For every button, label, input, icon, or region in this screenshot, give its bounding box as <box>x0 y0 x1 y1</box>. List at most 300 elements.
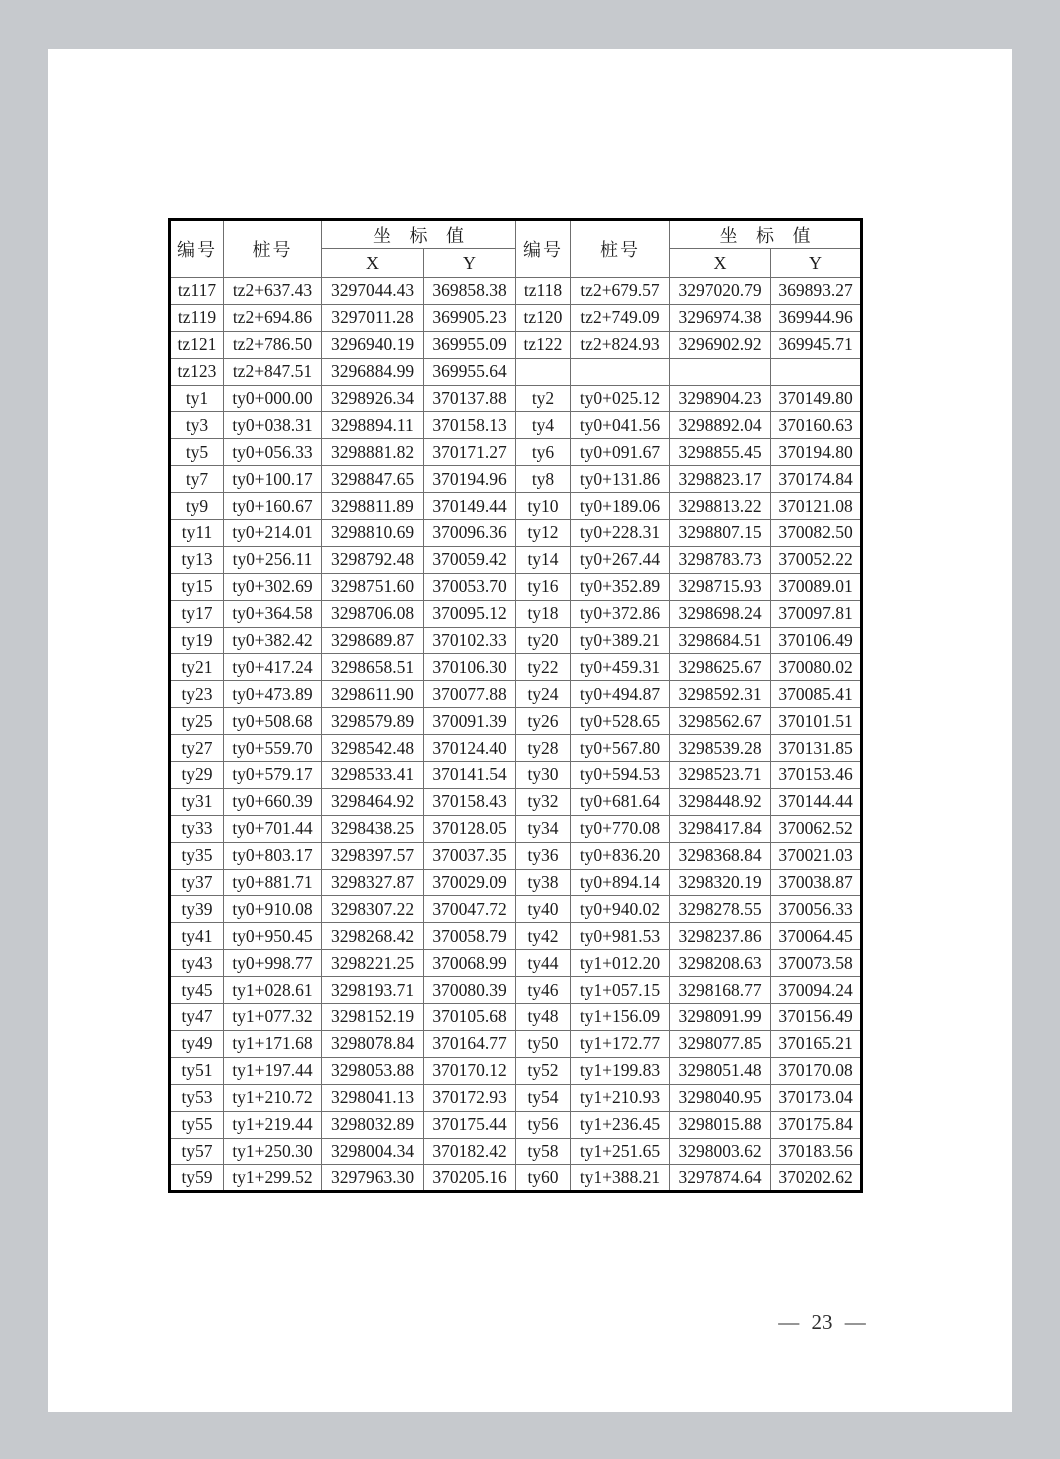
cell-station: ty0+559.70 <box>224 735 322 762</box>
cell-id: ty9 <box>170 493 224 520</box>
cell-station: ty1+251.65 <box>571 1138 670 1165</box>
cell-id: ty33 <box>170 815 224 842</box>
cell-id: ty58 <box>516 1138 571 1165</box>
table-row <box>170 546 862 573</box>
cell-id: ty27 <box>170 735 224 762</box>
cell-station: ty0+256.11 <box>224 546 322 573</box>
table-row <box>170 1030 862 1057</box>
cell-x: 3298091.99 <box>670 1004 771 1031</box>
table-row <box>170 493 862 520</box>
cell-station: ty0+770.08 <box>571 815 670 842</box>
cell-y: 370073.58 <box>771 950 862 977</box>
header-coord-group-right: 坐 标 值 <box>670 220 862 249</box>
cell-y: 370047.72 <box>424 896 516 923</box>
cell-y: 370158.43 <box>424 788 516 815</box>
cell-id: ty22 <box>516 654 571 681</box>
cell-y: 369905.23 <box>424 304 516 331</box>
cell-x: 3298078.84 <box>322 1030 424 1057</box>
cell-x: 3297963.30 <box>322 1165 424 1192</box>
cell-y: 370173.04 <box>771 1084 862 1111</box>
cell-x: 3298542.48 <box>322 735 424 762</box>
cell-station: ty0+681.64 <box>571 788 670 815</box>
cell-y: 369955.64 <box>424 358 516 385</box>
cell-id: ty41 <box>170 923 224 950</box>
cell-id: ty23 <box>170 681 224 708</box>
cell-id: tz117 <box>170 278 224 305</box>
cell-station: ty0+000.00 <box>224 385 322 412</box>
cell-x: 3298003.62 <box>670 1138 771 1165</box>
cell-y: 370149.44 <box>424 493 516 520</box>
cell-y: 370037.35 <box>424 842 516 869</box>
cell-id: tz119 <box>170 304 224 331</box>
cell-x: 3298221.25 <box>322 950 424 977</box>
cell-station: ty0+056.33 <box>224 439 322 466</box>
cell-id: ty57 <box>170 1138 224 1165</box>
table-row <box>170 466 862 493</box>
cell-y: 370174.84 <box>771 466 862 493</box>
cell-x: 3296884.99 <box>322 358 424 385</box>
cell-x: 3297044.43 <box>322 278 424 305</box>
cell-id: ty31 <box>170 788 224 815</box>
cell-y: 370170.08 <box>771 1057 862 1084</box>
cell-station: ty0+701.44 <box>224 815 322 842</box>
cell-y: 370137.88 <box>424 385 516 412</box>
cell-y: 370089.01 <box>771 573 862 600</box>
cell-x: 3298032.89 <box>322 1111 424 1138</box>
cell-y: 370156.49 <box>771 1004 862 1031</box>
cell-x: 3298592.31 <box>670 681 771 708</box>
cell-y: 369944.96 <box>771 304 862 331</box>
cell-id: ty13 <box>170 546 224 573</box>
cell-station: ty0+998.77 <box>224 950 322 977</box>
cell-station: ty0+894.14 <box>571 869 670 896</box>
cell-y: 370194.80 <box>771 439 862 466</box>
cell-id: ty12 <box>516 520 571 547</box>
table-row <box>170 600 862 627</box>
cell-station: ty0+267.44 <box>571 546 670 573</box>
cell-station: ty0+508.68 <box>224 708 322 735</box>
cell-x: 3298004.34 <box>322 1138 424 1165</box>
cell-y: 370131.85 <box>771 735 862 762</box>
cell-station: ty0+528.65 <box>571 708 670 735</box>
header-id-right: 编号 <box>516 220 571 278</box>
header-y-right: Y <box>771 249 862 278</box>
cell-station: ty1+210.72 <box>224 1084 322 1111</box>
cell-id: ty6 <box>516 439 571 466</box>
cell-id: ty8 <box>516 466 571 493</box>
cell-y: 370128.05 <box>424 815 516 842</box>
cell-id: ty29 <box>170 762 224 789</box>
cell-x: 3298751.60 <box>322 573 424 600</box>
cell-id: ty2 <box>516 385 571 412</box>
table-body <box>170 278 862 1192</box>
cell-station: ty1+172.77 <box>571 1030 670 1057</box>
cell-y: 370153.46 <box>771 762 862 789</box>
cell-id: ty25 <box>170 708 224 735</box>
cell-y: 370141.54 <box>424 762 516 789</box>
cell-y: 370053.70 <box>424 573 516 600</box>
cell-y: 370085.41 <box>771 681 862 708</box>
cell-station: ty0+940.02 <box>571 896 670 923</box>
cell-x: 3298168.77 <box>670 977 771 1004</box>
cell-station: ty0+389.21 <box>571 627 670 654</box>
cell-id: tz123 <box>170 358 224 385</box>
cell-id: tz121 <box>170 331 224 358</box>
cell-id: ty38 <box>516 869 571 896</box>
cell-station: ty0+459.31 <box>571 654 670 681</box>
cell-id: ty15 <box>170 573 224 600</box>
cell-x: 3298881.82 <box>322 439 424 466</box>
cell-id: ty56 <box>516 1111 571 1138</box>
cell-y: 370097.81 <box>771 600 862 627</box>
cell-id: ty24 <box>516 681 571 708</box>
cell-x: 3298813.22 <box>670 493 771 520</box>
cell-station: ty0+352.89 <box>571 573 670 600</box>
cell-y: 370095.12 <box>424 600 516 627</box>
cell-station: ty1+250.30 <box>224 1138 322 1165</box>
cell-station: ty0+038.31 <box>224 412 322 439</box>
cell-station: ty0+372.86 <box>571 600 670 627</box>
cell-y: 370183.56 <box>771 1138 862 1165</box>
cell-x: 3298320.19 <box>670 869 771 896</box>
cell-id: ty47 <box>170 1004 224 1031</box>
header-station-right: 桩号 <box>571 220 670 278</box>
cell-station: tz2+847.51 <box>224 358 322 385</box>
cell-station: ty0+881.71 <box>224 869 322 896</box>
cell-y: 370182.42 <box>424 1138 516 1165</box>
table-row <box>170 1138 862 1165</box>
cell-y: 370205.16 <box>424 1165 516 1192</box>
cell-id: ty45 <box>170 977 224 1004</box>
cell-x: 3298327.87 <box>322 869 424 896</box>
cell-id: ty30 <box>516 762 571 789</box>
cell-station: ty1+210.93 <box>571 1084 670 1111</box>
cell-id: ty43 <box>170 950 224 977</box>
cell-id: ty52 <box>516 1057 571 1084</box>
cell-x: 3298077.85 <box>670 1030 771 1057</box>
table-row <box>170 331 862 358</box>
cell-y <box>771 358 862 385</box>
cell-y: 370172.93 <box>424 1084 516 1111</box>
cell-x: 3298706.08 <box>322 600 424 627</box>
cell-y: 369945.71 <box>771 331 862 358</box>
cell-station: ty0+417.24 <box>224 654 322 681</box>
cell-y: 370160.63 <box>771 412 862 439</box>
cell-id: ty4 <box>516 412 571 439</box>
cell-x: 3298715.93 <box>670 573 771 600</box>
cell-y: 370194.96 <box>424 466 516 493</box>
table-row <box>170 1084 862 1111</box>
table-row <box>170 869 862 896</box>
cell-station: tz2+786.50 <box>224 331 322 358</box>
cell-id: ty54 <box>516 1084 571 1111</box>
cell-x: 3297011.28 <box>322 304 424 331</box>
table-row <box>170 950 862 977</box>
cell-station: ty1+156.09 <box>571 1004 670 1031</box>
cell-y: 370094.24 <box>771 977 862 1004</box>
cell-id <box>516 358 571 385</box>
cell-y: 370105.68 <box>424 1004 516 1031</box>
cell-station: ty0+950.45 <box>224 923 322 950</box>
cell-y: 370064.45 <box>771 923 862 950</box>
cell-id: ty37 <box>170 869 224 896</box>
cell-y: 370106.30 <box>424 654 516 681</box>
cell-y: 370144.44 <box>771 788 862 815</box>
cell-id: ty34 <box>516 815 571 842</box>
cell-id: ty32 <box>516 788 571 815</box>
cell-station: tz2+679.57 <box>571 278 670 305</box>
table-row <box>170 681 862 708</box>
cell-station: ty0+579.17 <box>224 762 322 789</box>
cell-x: 3298792.48 <box>322 546 424 573</box>
cell-x: 3298237.86 <box>670 923 771 950</box>
cell-x: 3298397.57 <box>322 842 424 869</box>
header-coord-group-left: 坐 标 值 <box>322 220 516 249</box>
table-row <box>170 762 862 789</box>
cell-y: 370175.84 <box>771 1111 862 1138</box>
cell-y: 370029.09 <box>424 869 516 896</box>
cell-station: tz2+637.43 <box>224 278 322 305</box>
cell-id: ty53 <box>170 1084 224 1111</box>
cell-y: 370102.33 <box>424 627 516 654</box>
cell-y: 370101.51 <box>771 708 862 735</box>
cell-x: 3298464.92 <box>322 788 424 815</box>
cell-y: 370068.99 <box>424 950 516 977</box>
cell-x: 3298823.17 <box>670 466 771 493</box>
cell-station: ty1+236.45 <box>571 1111 670 1138</box>
cell-x: 3298051.48 <box>670 1057 771 1084</box>
cell-station: ty0+803.17 <box>224 842 322 869</box>
cell-station: ty1+028.61 <box>224 977 322 1004</box>
cell-x: 3298783.73 <box>670 546 771 573</box>
table-row <box>170 278 862 305</box>
cell-id: ty28 <box>516 735 571 762</box>
cell-x: 3298684.51 <box>670 627 771 654</box>
cell-y: 370080.39 <box>424 977 516 1004</box>
cell-station: ty0+131.86 <box>571 466 670 493</box>
cell-station: ty0+660.39 <box>224 788 322 815</box>
cell-station: ty0+494.87 <box>571 681 670 708</box>
cell-station: ty1+299.52 <box>224 1165 322 1192</box>
cell-station: ty0+228.31 <box>571 520 670 547</box>
table-row <box>170 1057 862 1084</box>
cell-y: 370077.88 <box>424 681 516 708</box>
cell-x: 3298892.04 <box>670 412 771 439</box>
table-row <box>170 815 862 842</box>
cell-x: 3298268.42 <box>322 923 424 950</box>
cell-id: ty7 <box>170 466 224 493</box>
cell-id: tz122 <box>516 331 571 358</box>
cell-x: 3298533.41 <box>322 762 424 789</box>
cell-station: ty1+199.83 <box>571 1057 670 1084</box>
cell-station: ty0+214.01 <box>224 520 322 547</box>
cell-id: ty10 <box>516 493 571 520</box>
cell-x: 3298811.89 <box>322 493 424 520</box>
table-row <box>170 654 862 681</box>
cell-id: ty1 <box>170 385 224 412</box>
table-row <box>170 896 862 923</box>
table-row <box>170 1004 862 1031</box>
cell-id: ty17 <box>170 600 224 627</box>
cell-station: ty1+197.44 <box>224 1057 322 1084</box>
table-row <box>170 788 862 815</box>
table-row <box>170 923 862 950</box>
cell-station: ty0+100.17 <box>224 466 322 493</box>
cell-id: ty18 <box>516 600 571 627</box>
table-row <box>170 412 862 439</box>
table-row <box>170 842 862 869</box>
cell-x: 3298523.71 <box>670 762 771 789</box>
table-row <box>170 520 862 547</box>
cell-x: 3298810.69 <box>322 520 424 547</box>
header-x-right: X <box>670 249 771 278</box>
cell-id: ty26 <box>516 708 571 735</box>
cell-x: 3298448.92 <box>670 788 771 815</box>
cell-id: ty51 <box>170 1057 224 1084</box>
header-id-left: 编号 <box>170 220 224 278</box>
cell-station: tz2+694.86 <box>224 304 322 331</box>
cell-y: 369955.09 <box>424 331 516 358</box>
cell-station: ty0+473.89 <box>224 681 322 708</box>
coordinate-table <box>168 218 863 1193</box>
cell-id: ty55 <box>170 1111 224 1138</box>
cell-station <box>571 358 670 385</box>
header-station-left: 桩号 <box>224 220 322 278</box>
cell-x <box>670 358 771 385</box>
cell-y: 370082.50 <box>771 520 862 547</box>
cell-y: 369893.27 <box>771 278 862 305</box>
cell-x: 3298562.67 <box>670 708 771 735</box>
cell-station: ty1+171.68 <box>224 1030 322 1057</box>
cell-station: ty1+388.21 <box>571 1165 670 1192</box>
cell-station: ty0+382.42 <box>224 627 322 654</box>
cell-x: 3298855.45 <box>670 439 771 466</box>
cell-x: 3298152.19 <box>322 1004 424 1031</box>
cell-station: ty0+567.80 <box>571 735 670 762</box>
table-row <box>170 304 862 331</box>
cell-x: 3297874.64 <box>670 1165 771 1192</box>
cell-station: ty0+091.67 <box>571 439 670 466</box>
cell-station: ty1+057.15 <box>571 977 670 1004</box>
cell-x: 3296902.92 <box>670 331 771 358</box>
cell-x: 3298698.24 <box>670 600 771 627</box>
cell-y: 370124.40 <box>424 735 516 762</box>
cell-station: ty0+981.53 <box>571 923 670 950</box>
cell-id: ty39 <box>170 896 224 923</box>
cell-y: 370175.44 <box>424 1111 516 1138</box>
cell-id: ty14 <box>516 546 571 573</box>
cell-id: ty11 <box>170 520 224 547</box>
cell-y: 369858.38 <box>424 278 516 305</box>
header-x-left: X <box>322 249 424 278</box>
cell-id: ty59 <box>170 1165 224 1192</box>
cell-id: ty16 <box>516 573 571 600</box>
cell-x: 3298040.95 <box>670 1084 771 1111</box>
cell-y: 370171.27 <box>424 439 516 466</box>
cell-station: ty1+077.32 <box>224 1004 322 1031</box>
cell-x: 3298438.25 <box>322 815 424 842</box>
page-number: — 23 — <box>778 1310 866 1334</box>
table-row <box>170 1111 862 1138</box>
cell-y: 370164.77 <box>424 1030 516 1057</box>
cell-id: ty5 <box>170 439 224 466</box>
cell-id: ty35 <box>170 842 224 869</box>
cell-x: 3298904.23 <box>670 385 771 412</box>
cell-y: 370091.39 <box>424 708 516 735</box>
cell-y: 370062.52 <box>771 815 862 842</box>
cell-station: ty0+910.08 <box>224 896 322 923</box>
cell-station: ty0+025.12 <box>571 385 670 412</box>
cell-x: 3298307.22 <box>322 896 424 923</box>
cell-station: ty0+160.67 <box>224 493 322 520</box>
cell-station: ty1+219.44 <box>224 1111 322 1138</box>
cell-x: 3298368.84 <box>670 842 771 869</box>
cell-x: 3297020.79 <box>670 278 771 305</box>
cell-station: ty0+836.20 <box>571 842 670 869</box>
cell-y: 370058.79 <box>424 923 516 950</box>
table-row <box>170 977 862 1004</box>
cell-x: 3298658.51 <box>322 654 424 681</box>
cell-id: ty44 <box>516 950 571 977</box>
cell-station: ty0+594.53 <box>571 762 670 789</box>
cell-station: ty0+189.06 <box>571 493 670 520</box>
table-row <box>170 627 862 654</box>
cell-x: 3298579.89 <box>322 708 424 735</box>
cell-y: 370165.21 <box>771 1030 862 1057</box>
cell-id: ty19 <box>170 627 224 654</box>
cell-y: 370121.08 <box>771 493 862 520</box>
cell-y: 370096.36 <box>424 520 516 547</box>
cell-x: 3298894.11 <box>322 412 424 439</box>
cell-id: tz118 <box>516 278 571 305</box>
cell-x: 3298807.15 <box>670 520 771 547</box>
cell-x: 3298417.84 <box>670 815 771 842</box>
cell-id: ty3 <box>170 412 224 439</box>
cell-x: 3298689.87 <box>322 627 424 654</box>
table-row <box>170 439 862 466</box>
table-row <box>170 385 862 412</box>
table-row <box>170 358 862 385</box>
table-row <box>170 573 862 600</box>
cell-id: ty60 <box>516 1165 571 1192</box>
table-row <box>170 1165 862 1192</box>
cell-y: 370059.42 <box>424 546 516 573</box>
cell-station: ty0+302.69 <box>224 573 322 600</box>
cell-x: 3296974.38 <box>670 304 771 331</box>
cell-y: 370080.02 <box>771 654 862 681</box>
cell-id: ty40 <box>516 896 571 923</box>
cell-x: 3298611.90 <box>322 681 424 708</box>
table-row <box>170 735 862 762</box>
cell-y: 370038.87 <box>771 869 862 896</box>
cell-y: 370158.13 <box>424 412 516 439</box>
document-page <box>48 49 1012 1412</box>
cell-id: ty42 <box>516 923 571 950</box>
cell-y: 370202.62 <box>771 1165 862 1192</box>
cell-station: ty0+041.56 <box>571 412 670 439</box>
cell-x: 3298208.63 <box>670 950 771 977</box>
cell-y: 370056.33 <box>771 896 862 923</box>
cell-station: tz2+749.09 <box>571 304 670 331</box>
cell-id: ty21 <box>170 654 224 681</box>
cell-y: 370149.80 <box>771 385 862 412</box>
cell-y: 370106.49 <box>771 627 862 654</box>
cell-x: 3298847.65 <box>322 466 424 493</box>
cell-x: 3298278.55 <box>670 896 771 923</box>
cell-x: 3296940.19 <box>322 331 424 358</box>
cell-id: tz120 <box>516 304 571 331</box>
cell-id: ty49 <box>170 1030 224 1057</box>
